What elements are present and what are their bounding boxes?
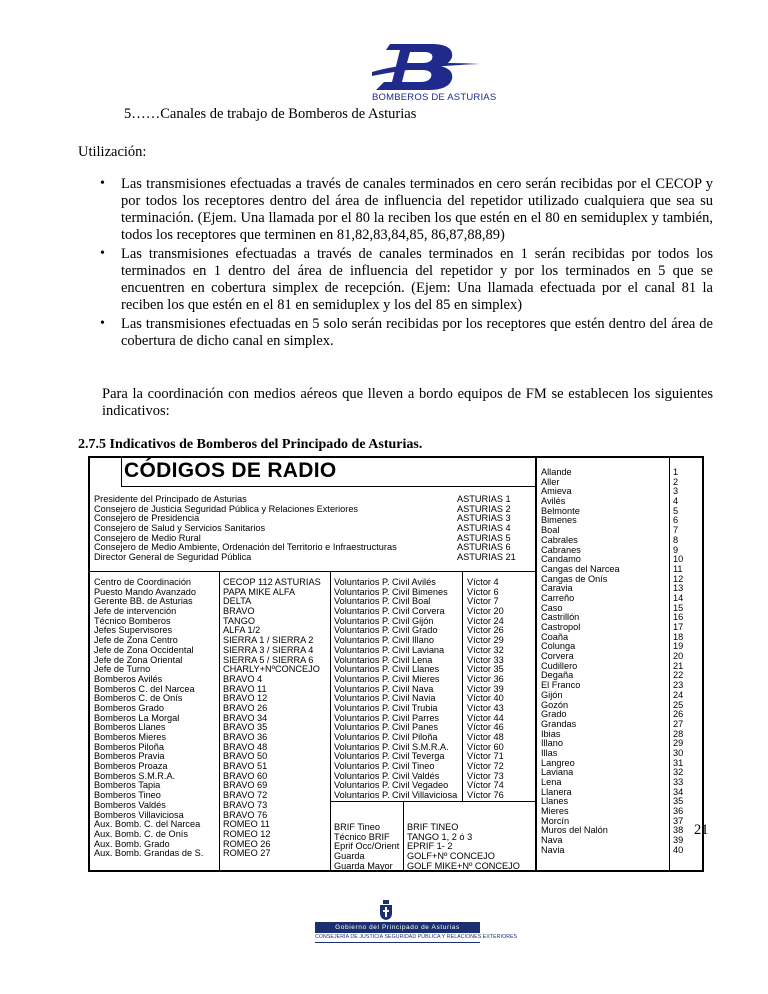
- council-num: 27: [673, 718, 684, 729]
- gov-role: Director General de Seguridad Pública: [94, 552, 252, 563]
- gov-code: ASTURIAS 6: [457, 542, 511, 553]
- volunteer-name: Voluntarios P. Civil Mieres: [334, 673, 440, 684]
- council-num: 34: [673, 786, 684, 797]
- unit-name: Bomberos Tineo: [94, 790, 161, 801]
- volunteer-code: Víctor 36: [467, 673, 504, 684]
- unit-name: Bomberos Piloña: [94, 741, 164, 752]
- gov-code: ASTURIAS 21: [457, 552, 516, 563]
- council-num: 11: [673, 563, 683, 574]
- unit-name: Técnico Bomberos: [94, 615, 171, 626]
- volunteer-name: Voluntarios P. Civil Tineo: [334, 761, 435, 772]
- gov-code: ASTURIAS 3: [457, 513, 511, 524]
- coordination-paragraph: Para la coordinación con medios aéreos que lleven a bordo equipos de FM se establecen los siguientes indicativos:: [102, 386, 713, 419]
- bomberos-logo: [372, 42, 497, 104]
- unit-code: BRAVO 51: [223, 761, 268, 772]
- gov-role: Consejero de Salud y Servicios Sanitarios: [94, 523, 266, 534]
- government-codes: [457, 495, 516, 563]
- volunteer-code: Víctor 4: [467, 577, 499, 587]
- unit-code: BRAVO 4: [223, 673, 263, 684]
- council-num: 2: [673, 476, 679, 487]
- unit-code: BRAVO 34: [223, 712, 268, 723]
- bullet-text-1: Las transmisiones efectuadas a través de canales terminados en cero serán recibidas por el CECOP y por todos los receptores dentro del área de influencia del repetidor utilizado cualquiera que sea su terminación. (Ejem. Una llamada por el 80 la reciben los que estén en el 80 en semiduplex y también, todos los receptores que terminen en 81,82,83,84,85, 86,87,88,89): [121, 176, 713, 243]
- brif-code: GOLF+Nº CONCEJO: [407, 851, 495, 862]
- volunteer-code: Víctor 35: [467, 664, 504, 675]
- volunteer-name: Voluntarios P. Civil Illano: [334, 635, 434, 646]
- brif-name: Eprif Occ/Orient: [334, 841, 400, 852]
- gov-role: Consejero de Medio Rural: [94, 532, 201, 543]
- council-num: 4: [673, 496, 679, 507]
- unit-name: Jefe de Zona Centro: [94, 635, 178, 646]
- council-name: Grado: [541, 709, 567, 720]
- volunteer-code: Víctor 40: [467, 693, 504, 704]
- gov-code: ASTURIAS 2: [457, 503, 511, 514]
- council-name: Illas: [541, 747, 558, 758]
- council-name: Cabrales: [541, 534, 578, 545]
- council-name: Cudillero: [541, 660, 578, 671]
- unit-name: Jefes Supervisores: [94, 625, 173, 636]
- volunteer-code: Víctor 7: [467, 596, 499, 607]
- unit-code: SIERRA 1 / SIERRA 2: [223, 635, 314, 646]
- unit-name: Bomberos La Morgal: [94, 712, 180, 723]
- council-num: 26: [673, 709, 684, 720]
- council-name: Boal: [541, 525, 560, 536]
- volunteer-name: Voluntarios P. Civil Grado: [334, 625, 438, 636]
- council-name: Ibias: [541, 728, 561, 739]
- council-num: 24: [673, 689, 684, 700]
- council-num: 33: [673, 777, 684, 787]
- volunteer-code: Víctor 32: [467, 644, 504, 655]
- council-name: Avilés: [541, 496, 566, 507]
- council-name: Gijón: [541, 689, 563, 700]
- unit-code: CECOP 112 ASTURIAS: [223, 577, 321, 587]
- council-name: Mieres: [541, 806, 569, 817]
- council-num: 29: [673, 738, 684, 749]
- council-name: Candamo: [541, 554, 581, 565]
- council-num: 13: [673, 583, 684, 594]
- footer-line-1: Gobierno del Principado de Asturias: [315, 922, 480, 933]
- government-roles: [94, 495, 397, 563]
- asturias-crest-icon: [379, 900, 393, 920]
- council-num: 36: [673, 806, 684, 817]
- council-name: Cangas del Narcea: [541, 563, 620, 574]
- council-name: Colunga: [541, 641, 576, 652]
- council-name: Llanes: [541, 796, 569, 807]
- utilizacion-label: Utilización:: [78, 144, 147, 160]
- volunteer-name: Voluntarios P. Civil Vegadeo: [334, 780, 449, 791]
- volunteer-code: Víctor 76: [467, 790, 504, 801]
- council-name: Llanera: [541, 786, 572, 797]
- volunteer-name: Voluntarios P. Civil Bimenes: [334, 586, 448, 597]
- volunteer-name: Voluntarios P. Civil Panes: [334, 722, 439, 733]
- council-num: 17: [673, 622, 684, 632]
- unit-code: ROMEO 12: [223, 828, 271, 839]
- council-num: 35: [673, 796, 684, 807]
- council-num: 12: [673, 573, 684, 584]
- volunteer-code: Víctor 48: [467, 732, 504, 742]
- council-num: 10: [673, 554, 684, 565]
- brif-code: TANGO 1, 2 ó 3: [407, 831, 473, 842]
- unit-code: PAPA MIKE ALFA: [223, 586, 296, 597]
- radio-codes-title: CÓDIGOS DE RADIO: [124, 459, 337, 482]
- bullet-text-2: Las transmisiones efectuadas a través de canales terminados en 1 serán recibidas por todos los terminados en 1 dentro del área de influencia del repetidor y por los terminados en 5 que se encuentren en cobertura simplex de recepción. (Ejem: Una llamada efectuada por el canal 81 la reciben los que estén en el 81 en semiduplex y los del 85 en simplex): [121, 246, 713, 313]
- unit-name: Bomberos Proaza: [94, 761, 168, 772]
- council-num: 7: [673, 525, 679, 536]
- council-name: Castropol: [541, 622, 581, 632]
- council-num: 25: [673, 699, 684, 710]
- unit-code: BRAVO: [223, 606, 255, 617]
- council-num: 3: [673, 486, 679, 497]
- unit-code: ALFA 1/2: [223, 625, 261, 636]
- council-name: Belmonte: [541, 505, 580, 516]
- page-number: 21: [694, 822, 709, 838]
- council-name: Aller: [541, 476, 560, 487]
- bullet-icon: •: [100, 176, 105, 191]
- gov-code: ASTURIAS 4: [457, 523, 511, 534]
- gov-code: ASTURIAS 5: [457, 532, 511, 543]
- council-num: 22: [673, 670, 684, 681]
- volunteer-code: Víctor 74: [467, 780, 504, 791]
- unit-name: Aux. Bomb. C. de Onís: [94, 828, 188, 839]
- volunteer-name: Voluntarios P. Civil S.M.R.A.: [334, 741, 449, 752]
- unit-name: Bomberos S.M.R.A.: [94, 770, 176, 781]
- council-num: 31: [673, 757, 684, 768]
- volunteer-name: Voluntarios P. Civil Parres: [334, 712, 440, 723]
- brif-name: BRIF Tineo: [334, 822, 380, 832]
- unit-name: Bomberos Grado: [94, 702, 164, 713]
- bullet-text-3: Las transmisiones efectuadas en 5 solo serán recibidas por los receptores que estén dentro del área de cobertura de dicho canal en simplex.: [121, 316, 713, 349]
- council-num: 9: [673, 544, 679, 555]
- council-name: Muros del Nalón: [541, 825, 608, 836]
- bullet-icon: •: [100, 246, 105, 261]
- unit-code: BRAVO 35: [223, 722, 268, 733]
- brif-name: Guarda: [334, 851, 365, 862]
- unit-name: Centro de Coordinación: [94, 577, 192, 587]
- footer-government-banner: [315, 922, 518, 952]
- section-title: 5……Canales de trabajo de Bomberos de Asturias: [124, 106, 417, 122]
- council-name: Coaña: [541, 631, 569, 642]
- volunteer-name: Voluntarios P. Civil Teverga: [334, 751, 445, 762]
- council-name: Navia: [541, 844, 565, 855]
- council-num: 40: [673, 844, 684, 855]
- unit-code: ROMEO 26: [223, 838, 271, 849]
- unit-code: CHARLY+NºCONCEJO: [223, 664, 320, 675]
- council-name: Caravia: [541, 583, 573, 594]
- council-name: Lena: [541, 777, 562, 787]
- council-name: Nava: [541, 835, 563, 846]
- brif-name: Guarda Mayor: [334, 860, 393, 871]
- council-num: 21: [673, 660, 684, 671]
- unit-code: BRAVO 73: [223, 799, 268, 810]
- unit-name: Bomberos Valdés: [94, 799, 166, 810]
- council-num: 8: [673, 534, 679, 545]
- council-num: 39: [673, 835, 684, 846]
- unit-name: Gerente BB. de Asturias: [94, 596, 193, 607]
- unit-code: BRAVO 69: [223, 780, 268, 791]
- unit-name: Puesto Mando Avanzado: [94, 586, 196, 597]
- volunteer-name: Voluntarios P. Civil Avilés: [334, 577, 436, 587]
- council-numbers: [673, 468, 683, 856]
- council-name: Castrillón: [541, 612, 580, 623]
- volunteer-code: Víctor 44: [467, 712, 504, 723]
- gov-role: Consejero de Presidencia: [94, 513, 200, 524]
- unit-name: Bomberos Avilés: [94, 673, 163, 684]
- unit-code: SIERRA 3 / SIERRA 4: [223, 644, 314, 655]
- volunteer-code: Víctor 43: [467, 702, 504, 713]
- council-name: Laviana: [541, 767, 574, 778]
- volunteer-name: Voluntarios P. Civil Corvera: [334, 606, 445, 617]
- council-name: Bimenes: [541, 515, 577, 526]
- volunteer-name: Voluntarios P. Civil Laviana: [334, 644, 445, 655]
- unit-name: Aux. Bomb. C. del Narcea: [94, 819, 201, 830]
- unit-code: BRAVO 11: [223, 683, 267, 694]
- volunteer-name: Voluntarios P. Civil Boal: [334, 596, 431, 607]
- volunteers-codes: [467, 578, 504, 801]
- council-names: [541, 468, 620, 856]
- council-name: Morcín: [541, 815, 570, 826]
- volunteer-name: Voluntarios P. Civil Valdés: [334, 770, 440, 781]
- volunteer-code: Víctor 26: [467, 625, 504, 636]
- gov-role: Consejero de Justicia Seguridad Pública y Relaciones Exteriores: [94, 503, 359, 514]
- volunteer-name: Voluntarios P. Civil Navia: [334, 693, 436, 704]
- volunteer-code: Víctor 73: [467, 770, 504, 781]
- council-name: Gozón: [541, 699, 569, 710]
- council-num: 15: [673, 602, 684, 613]
- council-num: 16: [673, 612, 684, 623]
- volunteer-code: Víctor 39: [467, 683, 504, 694]
- unit-name: Bomberos C. de Onís: [94, 693, 183, 704]
- council-name: Corvera: [541, 651, 574, 662]
- unit-name: Bomberos Tapia: [94, 780, 161, 791]
- unit-code: BRAVO 76: [223, 809, 268, 820]
- unit-code: ROMEO 27: [223, 848, 271, 859]
- volunteer-code: Víctor 20: [467, 606, 504, 617]
- unit-code: DELTA: [223, 596, 252, 607]
- unit-name: Aux. Bomb. Grandas de S.: [94, 848, 204, 859]
- radio-codes-table: [88, 456, 704, 872]
- council-name: El Franco: [541, 680, 581, 691]
- council-num: 1: [673, 467, 679, 477]
- brif-name: Técnico BRIF: [334, 831, 390, 842]
- council-name: Grandas: [541, 718, 577, 729]
- unit-name: Jefe de Zona Occidental: [94, 644, 194, 655]
- unit-name: Jefe de intervención: [94, 606, 177, 617]
- volunteer-code: Víctor 46: [467, 722, 504, 733]
- section-heading: 2.7.5 Indicativos de Bomberos del Principado de Asturias.: [78, 437, 423, 452]
- brif-code: EPRIF 1- 2: [407, 841, 453, 852]
- council-name: Langreo: [541, 757, 575, 768]
- volunteer-name: Voluntarios P. Civil Trubia: [334, 702, 438, 713]
- volunteer-code: Víctor 6: [467, 586, 499, 597]
- brif-codes: [407, 823, 520, 871]
- volunteer-code: Víctor 72: [467, 761, 504, 772]
- council-num: 30: [673, 747, 684, 758]
- council-name: Caso: [541, 602, 563, 613]
- brif-code: BRIF TINEO: [407, 822, 459, 832]
- unit-code: BRAVO 12: [223, 693, 268, 704]
- gov-role: Presidente del Principado de Asturias: [94, 494, 247, 504]
- bullet-icon: •: [100, 316, 105, 331]
- bomberos-b-emblem-icon: [372, 42, 480, 92]
- units-names: [94, 578, 203, 859]
- council-name: Degaña: [541, 670, 574, 681]
- council-num: 5: [673, 505, 679, 516]
- council-num: 18: [673, 631, 684, 642]
- unit-code: ROMEO 11: [223, 819, 270, 830]
- council-num: 32: [673, 767, 684, 778]
- unit-code: BRAVO 50: [223, 751, 268, 762]
- units-codes: [223, 578, 321, 859]
- footer-line-2: CONSEJERÍA DE JUSTICIA SEGURIDAD PÚBLICA Y RELACIONES EXTERIORES: [315, 933, 480, 943]
- unit-code: TANGO: [223, 615, 255, 626]
- unit-name: Aux. Bomb. Grado: [94, 838, 170, 849]
- unit-code: BRAVO 26: [223, 702, 268, 713]
- brif-code: GOLF MIKE+Nº CONCEJO: [407, 860, 520, 871]
- council-name: Illano: [541, 738, 563, 749]
- unit-code: BRAVO 60: [223, 770, 268, 781]
- unit-code: BRAVO 36: [223, 732, 268, 742]
- council-name: Carreño: [541, 592, 575, 603]
- volunteer-code: Víctor 71: [467, 751, 504, 762]
- council-num: 14: [673, 592, 684, 603]
- gov-code: ASTURIAS 1: [457, 494, 511, 504]
- volunteers-names: [334, 578, 457, 801]
- unit-name: Jefe de Zona Oriental: [94, 654, 183, 665]
- council-num: 38: [673, 825, 684, 836]
- volunteer-name: Voluntarios P. Civil Piloña: [334, 732, 438, 742]
- council-name: Cabranes: [541, 544, 581, 555]
- council-num: 19: [673, 641, 684, 652]
- volunteer-code: Víctor 60: [467, 741, 504, 752]
- volunteer-name: Voluntarios P. Civil Llanes: [334, 664, 440, 675]
- unit-code: BRAVO 72: [223, 790, 268, 801]
- volunteer-name: Voluntarios P. Civil Nava: [334, 683, 434, 694]
- council-num: 20: [673, 651, 684, 662]
- unit-name: Bomberos Pravia: [94, 751, 165, 762]
- council-name: Amieva: [541, 486, 572, 497]
- unit-name: Jefe de Turno: [94, 664, 151, 675]
- volunteer-code: Víctor 33: [467, 654, 504, 665]
- council-num: 28: [673, 728, 684, 739]
- unit-name: Bomberos C. del Narcea: [94, 683, 195, 694]
- council-num: 23: [673, 680, 684, 691]
- unit-code: BRAVO 48: [223, 741, 268, 752]
- logo-org-name: BOMBEROS DE ASTURIAS: [372, 92, 497, 103]
- unit-name: Bomberos Llanes: [94, 722, 166, 733]
- council-name: Allande: [541, 467, 572, 477]
- volunteer-code: Víctor 29: [467, 635, 504, 646]
- council-num: 6: [673, 515, 679, 526]
- volunteer-name: Voluntarios P. Civil Villaviciosa: [334, 790, 458, 801]
- council-name: Cangas de Onís: [541, 573, 608, 584]
- volunteer-name: Voluntarios P. Civil Lena: [334, 654, 433, 665]
- unit-name: Bomberos Mieres: [94, 732, 166, 742]
- unit-name: Bomberos Villaviciosa: [94, 809, 184, 820]
- volunteer-code: Víctor 24: [467, 615, 504, 626]
- unit-code: SIERRA 5 / SIERRA 6: [223, 654, 314, 665]
- gov-role: Consejero de Medio Ambiente, Ordenación del Territorio e Infraestructuras: [94, 542, 397, 553]
- council-num: 37: [673, 815, 684, 826]
- volunteer-name: Voluntarios P. Civil Gijón: [334, 615, 434, 626]
- brif-names: [334, 823, 399, 871]
